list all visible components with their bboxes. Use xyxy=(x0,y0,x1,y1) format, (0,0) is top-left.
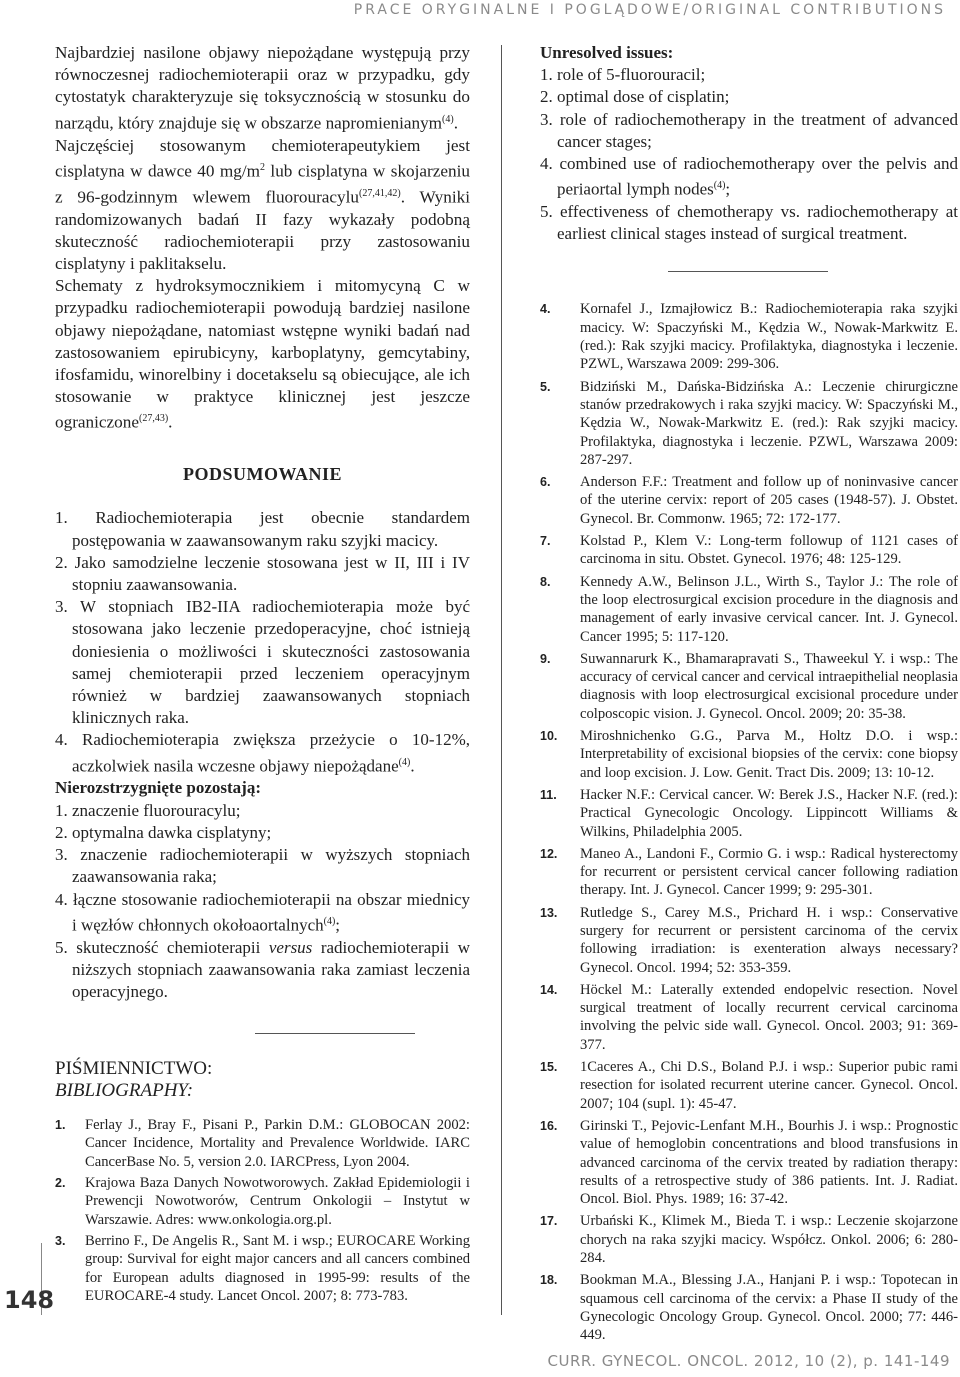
bibliography-subtitle: BIBLIOGRAPHY: xyxy=(55,1080,194,1102)
list-item: 3. W stopniach IB2-IIA radiochemioterapia może być stosowana jako leczenie przedoperacyjne, choć istnieją doniesienia o możliwości i skuteczności zastosowania samej chemioterapii przed leczeniem operacyjnym również w bardziej zaawansowanych stopniach klinicznych raka. xyxy=(55,597,470,728)
reference-item: 11. Hacker N.F.: Cervical cancer. W: Berek J.S., Hacker N.F. (red.): Practical Gynecologic Oncology. Lippincott Williams & Wilkins, Philadelphia 2005. xyxy=(540,786,958,840)
list-item: 1. Radiochemioterapia jest obecnie standardem postępowania w zaawansowanym raku szyjki macicy. xyxy=(55,508,470,550)
list-item: 4. combined use of radiochemotherapy over the pelvis and periaortal lymph nodes$^{(4)}$; xyxy=(540,154,958,199)
reference-item: 4. Kornafel J., Izmajłowicz B.: Radiochemioterapia raka szyjki macicy. W: Spaczyński M., Kędzia W., Nowak-Markwitz E. (red.): Rak szyjki macicy. Profilaktyka, diagnostyka i leczenie. PZWL, Warszawa 2009: 299-306. xyxy=(540,301,958,373)
reference-item: 15. 1Caceres A., Chi D.S., Boland P.J. i wsp.: Superior pubic rami resection for isolated recurrent uterine cancer. Gynecol. Oncol. 2007; 104 (supl. 1): 45-47. xyxy=(540,1059,958,1112)
reference-item: 7. Kolstad P., Klem V.: Long-term followup of 1121 cases of carcinoma in situ. Obstet. Gynecol. 1976; 48: 125-129. xyxy=(540,533,958,568)
section-rule xyxy=(255,1033,415,1034)
list-item: 2. optimal dose of cisplatin; xyxy=(540,87,730,107)
reference-item: 3. Berrino F., De Angelis R., Sant M. i wsp.; EUROCARE Working group: Survival for eight major cancers and all cancers combined for European adults diagnosed in 1995-99: results of the EUROCARE-4 study. Lancet Oncol. 2007; 8: 773-783. xyxy=(55,1232,470,1304)
reference-item: 9. Suwannarurk K., Bhamarapravati S., Thaweekul Y. i wsp.: The accuracy of cervical cancer and cervical intraepithelial neoplasia diagnosis with loop electrosurgical excisional procedure under colposcopic vision. J. Gynecol. Oncol. 2009; 20: 35-38. xyxy=(540,650,958,722)
reference-item: 12. Maneo A., Landoni F., Cormio G. i wsp.: Radical hysterectomy for recurrent or persistent cervical cancer following radiation therapy. Int. J. Gynecol. Cancer 1999; 9: 295-301. xyxy=(540,845,958,899)
reference-item: 8. Kennedy A.W., Belinson J.L., Wirth S., Taylor J.: The role of the loop electrosurgical excision procedure in the diagnosis and management of early invasive cervical cancer. Int. J. Gynecol. Cancer 1995; 5: 117-120. xyxy=(540,573,958,645)
section-rule xyxy=(668,271,828,272)
summary-heading: PODSUMOWANIE xyxy=(182,464,342,485)
paragraph: Najbardziej nasilone objawy niepożądane występują przy równoczesnej radiochemioterapii oraz w przypadku, gdy cytostatyk charakteryzuje się toksycznością w stosunku do narządu, który znajduje się w obszarze napromienianym$^{(4)}$. xyxy=(55,43,470,133)
list-item: 4. łączne stosowanie radiochemioterapii na obszar miednicy i węzłów chłonnych okołoaortalnych$^{(4)}$; xyxy=(55,889,470,935)
reference-item: 1. Ferlay J., Bray F., Pisani P., Parkin D.M.: GLOBOCAN 2002: Cancer Incidence, Mortality and Prevalence Worldwide. IARC CancerBase No. 5, version 2.0. IARCPress, Lyon 2004. xyxy=(55,1117,470,1170)
list-item: 5. skuteczność chemioterapii versus radiochemioterapii w niższych stopniach zaawansowania raka zamiast leczenia operacyjnego. xyxy=(55,937,470,1001)
list-item: 1. role of 5-fluorouracil; xyxy=(540,65,706,85)
paragraph: Schematy z hydroksymocznikiem i mitomycyną C w przypadku radiochemioterapii powodują bardziej nasilone objawy niepożądane, natomiast wstępne wyniki badań nad zastosowaniem epirubicyny, karboplatyny, gemcytabiny, ifosfamidu, winorelbiny i docetakselu są obiecujące, ale ich stosowanie w praktyce klinicznej jest jeszcze ograniczone$^{(27,43)}$. xyxy=(55,276,470,433)
column-divider xyxy=(501,45,502,1315)
left-column xyxy=(55,42,470,1308)
reference-list xyxy=(55,1116,470,1305)
reference-list xyxy=(540,300,958,1344)
list-item: 5. effectiveness of chemotherapy vs. radiochemotherapy at earliest clinical stages instead of surgical treatment. xyxy=(540,202,958,244)
reference-item: 16. Girinski T., Pejovic-Lenfant M.H., Bourhis J. i wsp.: Prognostic value of hemoglobin concentrations and blood transfusions in advanced carcinoma of the cervix treated by radiation therapy: results of a retrospective study of 386 patients. Int. J. Radiat. Oncol. Biol. Phys. 1989; 16: 37-42. xyxy=(540,1117,958,1208)
unresolved-label: Unresolved issues: xyxy=(540,43,674,62)
summary-list xyxy=(55,507,470,777)
reference-item: 10. Miroshnichenko G.G., Parva M., Holtz D.O. i wsp.: Interpretability of excisional biopsies of the cervix: cone biopsy and loop excision. J. Low. Genit. Tract Dis. 2009; 13: 10-12. xyxy=(540,728,958,781)
list-item: 3. role of radiochemotherapy in the treatment of advanced cancer stages; xyxy=(540,109,958,151)
page-number: 148 xyxy=(4,1286,55,1314)
unresolved-list xyxy=(540,64,958,245)
list-item: 2. optymalna dawka cisplatyny; xyxy=(55,822,272,842)
list-item: 3. znaczenie radiochemioterapii w wyższych stopniach zaawansowania raka; xyxy=(55,845,470,887)
unresolved-list xyxy=(55,800,470,1003)
reference-item: 18. Bookman M.A., Blessing J.A., Hanjani P. i wsp.: Topotecan in squamous cell carcinoma of the cervix: a Phase II study of the Gynecologic Oncology Group. Gynecol. Oncol. 2000; 77: 446-449. xyxy=(540,1272,958,1344)
reference-item: 17. Urbański K., Klimek M., Bieda T. i wsp.: Leczenie skojarzone chorych na raka szyjki macicy. Współcz. Onkol. 2006; 6: 280-284. xyxy=(540,1213,958,1267)
right-column xyxy=(540,42,958,1349)
journal-citation-footer: CURR. GYNECOL. ONCOL. 2012, 10 (2), p. 141-149 xyxy=(547,1352,950,1370)
reference-item: 5. Bidziński M., Dańska-Bidzińska A.: Leczenie chirurgiczne stanów przedrakowych i raka szyjki macicy. W: Spaczyński M., Kędzia W., Nowak-Markwitz E. (red.): Rak szyjki macicy. Profilaktyka, diagnostyka i leczenie. PZWL, Warszawa 2009: 287-297. xyxy=(540,378,958,468)
list-item: 1. znaczenie fluorouracylu; xyxy=(55,800,241,820)
running-header: PRACE ORYGINALNE I POGLĄDOWE/ORIGINAL CONTRIBUTIONS xyxy=(353,2,946,18)
reference-item: 6. Anderson F.F.: Treatment and follow up of noninvasive cancer of the uterine cervix: report of 205 cases (1948-57). J. Obstet. Gynecol. Br. Commonw. 1965; 72: 172-177. xyxy=(540,474,958,527)
paragraph: Najczęściej stosowanym chemioterapeutykiem jest cisplatyna w dawce 40 $mg/m^2$ lub cisplatyna w skojarzeniu z 96-godzinnym wlewem fluorouracylu$^{(27,41,42)}$. Wyniki randomizowanych badań II fazy wykazały podobną skuteczność radiochemioterapii przy zastosowaniu cisplatyny i paklitakselu. xyxy=(55,135,470,274)
reference-item: 14. Höckel M.: Laterally extended endopelvic resection. Novel surgical treatment of locally recurrent cervical carcinoma involving the pelvic side wall. Gynecol. Oncol. 2003; 91: 369-377. xyxy=(540,981,958,1053)
list-item: 4. Radiochemioterapia zwiększa przeżycie o 10-12%, aczkolwiek nasila wczesne objawy niepożądane$^{(4)}$. xyxy=(55,730,470,776)
unresolved-label: Nierozstrzygnięte pozostają: xyxy=(55,778,261,798)
bibliography-title: PIŚMIENNICTWO: xyxy=(55,1058,213,1080)
reference-item: 2. Krajowa Baza Danych Nowotworowych. Zakład Epidemiologii i Prewencji Nowotworów, Centrum Onkologii – Instytut w Warszawie. Adres: www.onkologia.org.pl. xyxy=(55,1175,470,1228)
reference-item: 13. Rutledge S., Carey M.S., Prichard H. i wsp.: Conservative surgery for recurrent or persistent carcinoma of the cervix following irradiation: is exenteration always necessary? Gynecol. Oncol. 1994; 52: 353-359. xyxy=(540,904,958,976)
list-item: 2. Jako samodzielne leczenie stosowana jest w II, III i IV stopniu zaawansowania. xyxy=(55,552,470,594)
